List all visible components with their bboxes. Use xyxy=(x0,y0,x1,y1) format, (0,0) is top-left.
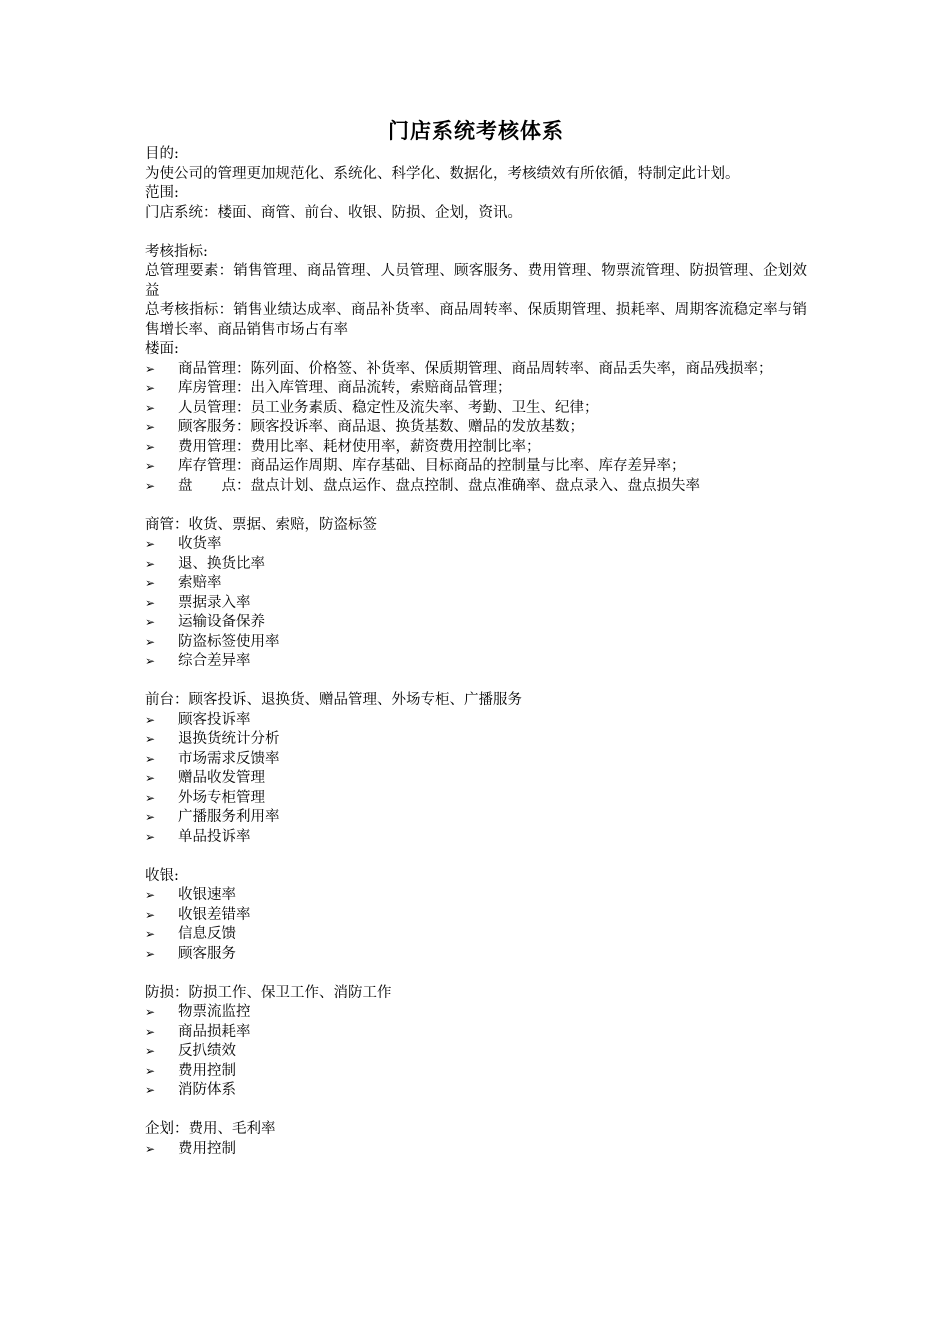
cashier-label: 收银: xyxy=(145,867,179,884)
list-item-text: 商品损耗率 xyxy=(178,1023,251,1040)
arrow-bullet-icon: ➢ xyxy=(145,400,156,415)
list-item-text: 收货率 xyxy=(178,536,222,552)
spacer xyxy=(145,223,807,243)
spacer xyxy=(145,496,807,516)
floor-list xyxy=(145,360,807,497)
list-item xyxy=(145,574,807,594)
list-item xyxy=(145,1042,807,1062)
list-item-text: 人员管理：员工业务素质、稳定性及流失率、考勤、卫生、纪律； xyxy=(178,399,599,416)
arrow-bullet-icon: ➢ xyxy=(145,1063,156,1078)
arrow-bullet-icon: ➢ xyxy=(145,615,156,629)
list-item-text: 退、换货比率 xyxy=(178,555,265,572)
planning-list xyxy=(145,1140,807,1160)
list-item xyxy=(145,711,807,731)
scope-label: 范围: xyxy=(145,185,179,201)
list-item xyxy=(145,360,807,380)
list-item xyxy=(145,399,807,419)
purpose-label: 目的: xyxy=(145,146,179,162)
page-title: 门店系统考核体系 xyxy=(388,118,564,143)
arrow-bullet-icon: ➢ xyxy=(145,1024,156,1039)
list-item-text: 反扒绩效 xyxy=(178,1043,236,1059)
list-item-text: 外场专柜管理 xyxy=(178,789,265,806)
indicators-elements: 总管理要素：销售管理、商品管理、人员管理、顾客服务、费用管理、物票流管理、防损管理、企划效益 xyxy=(145,263,807,299)
arrow-bullet-icon: ➢ xyxy=(145,927,156,941)
list-item-text: 市场需求反馈率 xyxy=(178,750,280,767)
arrow-bullet-icon: ➢ xyxy=(145,654,156,668)
list-item-text: 索赔率 xyxy=(178,575,222,591)
arrow-bullet-icon: ➢ xyxy=(145,439,156,454)
spacer xyxy=(145,672,807,692)
list-item xyxy=(145,1023,807,1043)
arrow-bullet-icon: ➢ xyxy=(145,381,156,395)
list-item xyxy=(145,925,807,945)
list-item xyxy=(145,1081,807,1101)
merch-label: 商管：收货、票据、索赔，防盗标签 xyxy=(145,516,377,533)
list-item xyxy=(145,594,807,614)
list-item xyxy=(145,457,807,477)
arrow-bullet-icon: ➢ xyxy=(145,790,156,805)
list-item-text: 盘 点：盘点计划、盘点运作、盘点控制、盘点准确率、盘点录入、盘点损失率 xyxy=(178,477,700,494)
indicators-general: 总考核指标：销售业绩达成率、商品补货率、商品周转率、保质期管理、损耗率、周期客流稳定率与销售增长率、商品销售市场占有率 xyxy=(145,302,807,338)
list-item-text: 商品管理：陈列面、价格签、补货率、保质期管理、商品周转率、商品丢失率，商品残损率； xyxy=(178,360,773,377)
list-item-text: 赠品收发管理 xyxy=(178,770,265,786)
list-item-text: 物票流监控 xyxy=(178,1004,251,1020)
arrow-bullet-icon: ➢ xyxy=(145,946,156,961)
list-item xyxy=(145,477,807,497)
list-item xyxy=(145,789,807,809)
list-item-text: 运输设备保养 xyxy=(178,614,265,630)
list-item xyxy=(145,652,807,672)
loss-label: 防损：防损工作、保卫工作、消防工作 xyxy=(145,984,392,1001)
spacer xyxy=(145,1101,807,1121)
arrow-bullet-icon: ➢ xyxy=(145,888,156,902)
list-item-text: 库房管理：出入库管理、商品流转，索赔商品管理； xyxy=(178,380,512,396)
document-body xyxy=(145,145,807,1159)
list-item-text: 综合差异率 xyxy=(178,653,251,669)
arrow-bullet-icon: ➢ xyxy=(145,1141,156,1156)
arrow-bullet-icon: ➢ xyxy=(145,420,156,434)
list-item-text: 防盗标签使用率 xyxy=(178,633,280,650)
arrow-bullet-icon: ➢ xyxy=(145,907,156,922)
arrow-bullet-icon: ➢ xyxy=(145,537,156,551)
arrow-bullet-icon: ➢ xyxy=(145,478,156,493)
arrow-bullet-icon: ➢ xyxy=(145,771,156,785)
list-item xyxy=(145,828,807,848)
list-item xyxy=(145,808,807,828)
list-item xyxy=(145,769,807,789)
list-item xyxy=(145,555,807,575)
arrow-bullet-icon: ➢ xyxy=(145,361,156,376)
arrow-bullet-icon: ➢ xyxy=(145,732,156,746)
list-item-text: 收银差错率 xyxy=(178,906,251,923)
arrow-bullet-icon: ➢ xyxy=(145,810,156,824)
list-item-text: 顾客投诉率 xyxy=(178,711,251,728)
list-item xyxy=(145,730,807,750)
spacer xyxy=(145,847,807,867)
loss-list xyxy=(145,1003,807,1101)
list-item xyxy=(145,613,807,633)
list-item-text: 票据录入率 xyxy=(178,594,251,611)
list-item-text: 费用控制 xyxy=(178,1140,236,1157)
list-item xyxy=(145,1062,807,1082)
arrow-bullet-icon: ➢ xyxy=(145,829,156,844)
arrow-bullet-icon: ➢ xyxy=(145,595,156,610)
arrow-bullet-icon: ➢ xyxy=(145,459,156,473)
list-item xyxy=(145,438,807,458)
list-item-text: 收银速率 xyxy=(178,887,236,903)
merch-list xyxy=(145,535,807,672)
indicators-label: 考核指标: xyxy=(145,243,208,260)
planning-label: 企划：费用、毛利率 xyxy=(145,1121,276,1137)
list-item xyxy=(145,945,807,965)
list-item-text: 库存管理：商品运作周期、库存基础、目标商品的控制量与比率、库存差异率； xyxy=(178,458,686,474)
arrow-bullet-icon: ➢ xyxy=(145,712,156,727)
list-item-text: 顾客服务：顾客投诉率、商品退、换货基数、赠品的发放基数； xyxy=(178,419,584,435)
list-item-text: 单品投诉率 xyxy=(178,828,251,845)
list-item xyxy=(145,633,807,653)
arrow-bullet-icon: ➢ xyxy=(145,1005,156,1019)
scope-text: 门店系统：楼面、商管、前台、收银、防损、企划，资讯。 xyxy=(145,204,522,221)
arrow-bullet-icon: ➢ xyxy=(145,751,156,766)
front-label: 前台：顾客投诉、退换货、赠品管理、外场专柜、广播服务 xyxy=(145,692,522,708)
list-item xyxy=(145,906,807,926)
front-list xyxy=(145,711,807,848)
purpose-text: 为使公司的管理更加规范化、系统化、科学化、数据化，考核绩效有所依循，特制定此计划。 xyxy=(145,165,740,182)
cashier-list xyxy=(145,886,807,964)
arrow-bullet-icon: ➢ xyxy=(145,1083,156,1097)
list-item xyxy=(145,750,807,770)
arrow-bullet-icon: ➢ xyxy=(145,1044,156,1058)
list-item-text: 退换货统计分析 xyxy=(178,731,280,747)
list-item xyxy=(145,535,807,555)
list-item-text: 费用管理：费用比率、耗材使用率，薪资费用控制比率； xyxy=(178,438,541,455)
list-item-text: 广播服务利用率 xyxy=(178,809,280,825)
list-item-text: 消防体系 xyxy=(178,1082,236,1098)
list-item xyxy=(145,418,807,438)
list-item-text: 信息反馈 xyxy=(178,926,236,942)
arrow-bullet-icon: ➢ xyxy=(145,634,156,649)
spacer xyxy=(145,964,807,984)
arrow-bullet-icon: ➢ xyxy=(145,576,156,590)
list-item xyxy=(145,886,807,906)
list-item-text: 费用控制 xyxy=(178,1062,236,1079)
list-item xyxy=(145,1140,807,1160)
list-item xyxy=(145,1003,807,1023)
floor-label: 楼面: xyxy=(145,341,179,357)
arrow-bullet-icon: ➢ xyxy=(145,556,156,571)
list-item xyxy=(145,379,807,399)
list-item-text: 顾客服务 xyxy=(178,945,236,962)
